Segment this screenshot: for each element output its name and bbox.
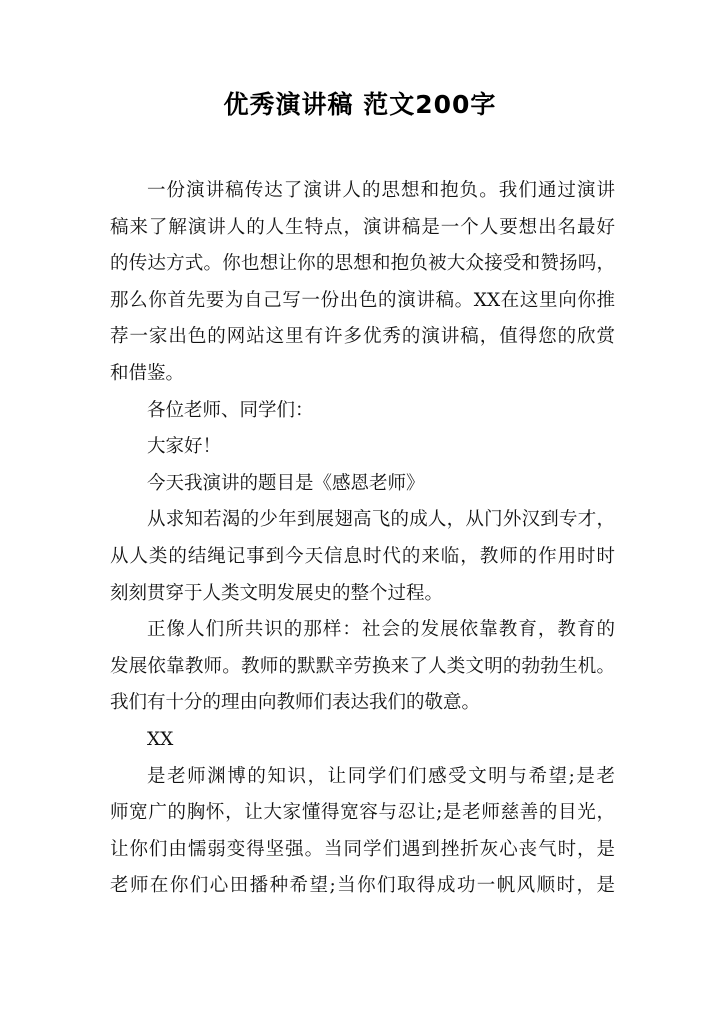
text-line: 今天我演讲的题目是《感恩老师》 <box>147 472 425 494</box>
text-line: 稿来了解演讲人的人生特点，演讲稿是一个人要想出名最好 <box>110 216 615 238</box>
text-line: 各位老师、同学们： <box>147 399 314 421</box>
text-line: 刻刻贯穿于人类文明发展史的整个过程。 <box>110 582 444 604</box>
text-line: 的传达方式。你也想让你的思想和抱负被大众接受和赞扬吗， <box>110 253 615 275</box>
text-line: 是老师渊博的知识，让同学们们感受文明与希望;是老 <box>147 765 615 787</box>
text-line: 老师在你们心田播种希望;当你们取得成功一帆风顺时，是 <box>110 875 615 897</box>
text-line: 一份演讲稿传达了演讲人的思想和抱负。我们通过演讲 <box>147 180 615 201</box>
text-line: 师宽广的胸怀，让大家懂得宽容与忍让;是老师慈善的目光， <box>110 802 615 824</box>
text-line: 荐一家出色的网站这里有许多优秀的演讲稿，值得您的欣赏 <box>110 326 615 348</box>
text-line: 我们有十分的理由向教师们表达我们的敬意。 <box>110 692 481 714</box>
text-line: 大家好！ <box>147 436 222 458</box>
document-body <box>110 173 615 905</box>
text-line: 从求知若渴的少年到展翅高飞的成人，从门外汉到专才， <box>147 509 615 531</box>
text-line: 让你们由懦弱变得坚强。当同学们遇到挫折灰心丧气时，是 <box>110 838 615 860</box>
text-line: 从人类的结绳记事到今天信息时代的来临，教师的作用时时 <box>110 545 615 567</box>
text-line: 发展依靠教师。教师的默默辛劳换来了人类文明的勃勃生机。 <box>110 655 615 677</box>
document-title: 优秀演讲稿 范文200字 <box>223 90 497 119</box>
text-line: XX <box>147 728 174 750</box>
text-line: 和借鉴。 <box>110 362 185 384</box>
text-line: 正像人们所共识的那样：社会的发展依靠教育，教育的 <box>147 619 615 641</box>
text-line: 那么你首先要为自己写一份出色的演讲稿。XX在这里向你推 <box>110 289 615 311</box>
